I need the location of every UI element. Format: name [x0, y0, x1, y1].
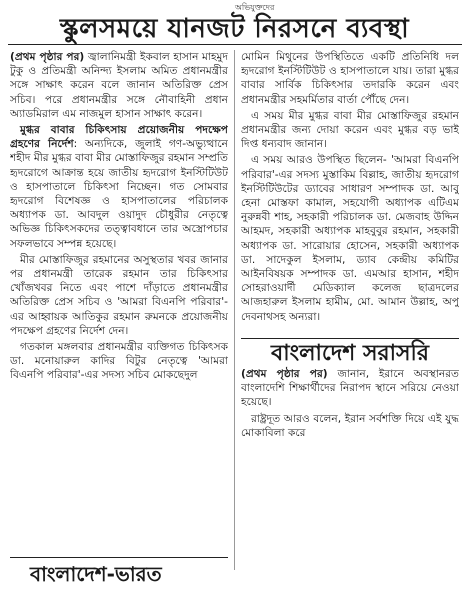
headline-rule [8, 44, 462, 45]
left-paragraph-1 [10, 50, 228, 121]
right-column [241, 50, 459, 577]
second-headline: বাংলাদেশ সরাসরি [241, 338, 459, 361]
top-partial-text: অভিযুক্তদের [235, 3, 275, 12]
right-paragraph-4 [241, 367, 459, 410]
left-paragraph-4: গতকাল মঙ্গলবার প্রধানমন্ত্রীর ব্যক্তিগত চিকিৎসক ডা. মনোয়ারুল কাদির বিটুর নেতৃত্বে 'আমরা বিএনপি পরিবার'-এর সদস্য সচিব মোকছেদুল [10, 341, 228, 382]
left-paragraph-2 [10, 123, 228, 251]
continuation-lead-2: (প্রথম পৃষ্ঠার পর) [241, 368, 328, 381]
left-column [10, 50, 228, 577]
right-paragraph-2: এ সময় মীর মুগ্ধর বাবা মীর মোস্তাফিজুর রহমান প্রধানমন্ত্রীর জন্য দোয়া করেন এবং মুগ্ধর বড় ভাই দিপ্ত ধন্যবাদ জানান। [241, 109, 459, 151]
right-paragraph-1: মোমিন মিথুনের উপস্থিতিতে একটি প্রতিনিধি দল হৃদরোগ ইনস্টিটিউট ও হাসপাতালে যায়। তারা মুগ্ধর বাবার সার্বিক চিকিৎসার তদারকি করেন এবং প্রধানমন্ত্রীর সহমর্মিতার বার্তা পৌঁছে দেন। [241, 51, 459, 106]
continuation-lead: (প্রথম পৃষ্ঠার পর) [10, 51, 85, 63]
left-paragraph-1-text: জ্বালানিমন্ত্রী ইকবাল হাসান মাহমুদ টুকু ও প্রতিমন্ত্রী অনিন্দ্য ইসলাম অমিত প্রধানমন্ত্রীর সঙ্গে সাক্ষাৎ করেন বলে জানান অতিরিক্ত প্রেস সচিব। পরে প্রধানমন্ত্রীর সঙ্গে নৌবাহিনী প্রধান অ্যাডমিরাল এম নাজমুল হাসান সাক্ষাৎ করেন। [10, 51, 228, 120]
right-paragraph-5: রাষ্ট্রদূত আরও বলেন, ইরান সর্বশক্তি দিয়ে এই যুদ্ধ মোকাবিলা করে [241, 412, 459, 439]
next-headline: বাংলাদেশ-ভারত [30, 562, 162, 586]
bottom-rule [10, 557, 228, 558]
right-paragraph-3: এ সময় আরও উপস্থিত ছিলেন- 'আমরা বিএনপি পরিবার'-এর সদস্য মুস্তাকিম বিল্লাহ, জাতীয় হৃদরোগ ইনস্টিটিউটের ড্যাবের সাধারণ সম্পাদক ডা. আবু হেনা মোস্তফা কামাল, সহযোগী অধ্যাপক এটিএম নুরুন্নবী শাহ, সহকারী পরিচালক ডা. মেজবাহ উদ্দিন আহমদ, সহকারী অধ্যাপক মাহবুবুর রহমান, সহকারী অধ্যাপক ডা. সারোয়ার হোসেন, সহকারী অধ্যাপক ডা. সাদেকুল ইসলাম, ড্যাব কেন্দ্রীয় কমিটির আইনবিষয়ক সম্পাদক ডা. এমআর হাসান, শহীদ সোহরাওয়ার্দী মেডিক্যাল কলেজ ছাত্রদলের আজহারুল ইসলাম হামীম, মো. আমান উল্লাহ, অপু দেবনাথসহ অন্যরা। [241, 154, 459, 323]
column-separator [234, 50, 235, 570]
left-paragraph-2-text: : অন্যদিকে, জুলাই গণ-অভ্যুত্থানে শহীদ মীর মুগ্ধর বাবা মীর মোস্তাফিজুর রহমান সম্প্রতি হৃদরোগে আক্রান্ত হয়ে জাতীয় হৃদরোগ ইনস্টিটিউট ও হাসপাতালে চিকিৎসা নিচ্ছেন। গত সোমবার হৃদরোগ বিশেষজ্ঞ ও হাসপাতালের পরিচালক অধ্যাপক ডা. আবদুল ওয়াদুদ চৌধুরীর নেতৃত্বে অভিজ্ঞ চিকিৎসকদের তত্ত্বাবধানে তার অস্ত্রোপচার সফলভাবে সম্পন্ন হয়েছে। [10, 138, 228, 250]
article-headline: স্কুলসময়ে যানজট নিরসনে ব্যবস্থা [59, 14, 410, 44]
subheading: মুগ্ধর বাবার চিকিৎসায় প্রয়োজনীয় পদক্ষেপ গ্রহণের নির্দেশ [10, 124, 228, 151]
right-paragraph-4-text: জানান, ইরানে অবস্থানরত বাংলাদেশি শিক্ষার্থীদের নিরাপদ স্থানে সরিয়ে নেওয়া হয়েছে। [241, 368, 459, 409]
left-paragraph-3: মীর মোস্তাফিজুর রহমানের অসুস্থতার খবর জানার পর প্রধানমন্ত্রী তারেক রহমান তার চিকিৎসার খোঁজখবর নিতে এবং পাশে দাঁড়াতে প্রধানমন্ত্রীর অতিরিক্ত প্রেস সচিব ও 'আমরা বিএনপি পরিবার'-এর আহ্বায়ক আতিকুর রহমান রুমনকে প্রয়োজনীয় পদক্ষেপ গ্রহণের নির্দেশ দেন। [10, 253, 228, 337]
